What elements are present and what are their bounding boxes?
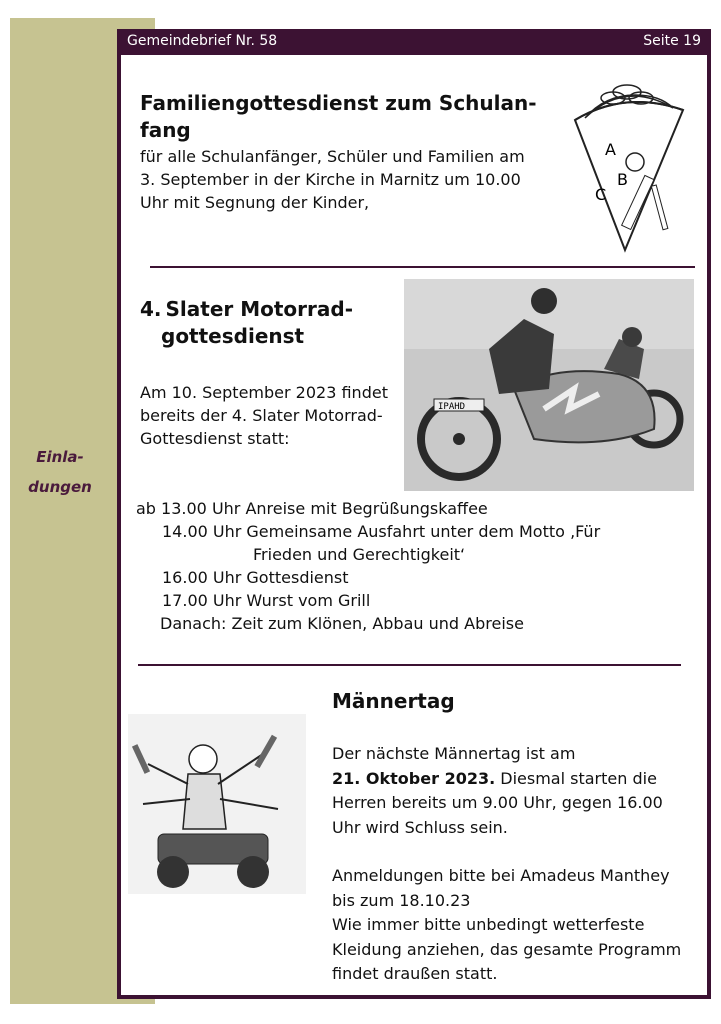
- section1-title-line1: Familiengottesdienst zum Schulan-: [140, 91, 537, 115]
- license-plate: IPAHD: [438, 402, 466, 412]
- section1-body-line: Uhr mit Segnung der Kinder,: [140, 193, 370, 212]
- section1-body: [140, 145, 525, 214]
- handyman-cartoon-illustration: [128, 714, 306, 894]
- section1-title-line2: fang: [140, 118, 191, 142]
- schedule-item: 14.00 Uhr Gemeinsame Ausfahrt unter dem Motto ‚Für: [162, 522, 601, 541]
- section3-line: Diesmal starten die: [495, 768, 657, 788]
- section3-line: Uhr wird Schluss sein.: [332, 817, 508, 837]
- section1-body-line: 3. September in der Kirche in Marnitz um 10.00: [140, 170, 521, 189]
- rider-helmet: [531, 288, 557, 314]
- schedule-item: 17.00 Uhr Wurst vom Grill: [162, 591, 371, 610]
- section2-intro: [140, 381, 388, 450]
- cone-letter-a: A: [605, 140, 616, 159]
- cone-letter-c: C: [595, 185, 607, 204]
- passenger-helmet: [622, 327, 642, 347]
- section2-intro-line: bereits der 4. Slater Motorrad-: [140, 406, 383, 425]
- school-cone-illustration: [565, 70, 695, 260]
- section2-title-line1: Slater Motorrad-: [165, 297, 354, 321]
- schedule-item: ab 13.00 Uhr Anreise mit Begrüßungskaffee: [136, 499, 488, 518]
- cone-letter-b: B: [617, 170, 628, 189]
- section3-line: Wie immer bitte unbedingt wetterfeste: [332, 915, 645, 934]
- divider-2: [138, 664, 681, 666]
- section3-line: Kleidung anziehen, das gesamte Programm: [332, 939, 682, 959]
- issue-number: Gemeindebrief Nr. 58: [127, 33, 278, 49]
- schedule-item: Frieden und Gerechtigkeit‘: [253, 545, 466, 564]
- section2-intro-line: Gottesdienst statt:: [140, 429, 290, 448]
- divider-1: [150, 266, 695, 268]
- sidebar-label-line1: Einla-: [36, 448, 84, 466]
- section3-line: Der nächste Männertag ist am: [332, 744, 576, 763]
- section3-body: [332, 742, 681, 987]
- schedule-list: [136, 497, 600, 635]
- section2-title: [140, 296, 353, 350]
- section3-line: bis zum 18.10.23: [332, 890, 471, 910]
- schedule-item: Danach: Zeit zum Klönen, Abbau und Abreise: [160, 614, 524, 633]
- pencil-icon: [651, 185, 667, 230]
- section3-line: findet draußen statt.: [332, 964, 498, 983]
- section3-line: Anmeldungen bitte bei Amadeus Manthey: [332, 866, 670, 885]
- section1-body-line: für alle Schulanfänger, Schüler und Familien am: [140, 147, 525, 166]
- maennertag-date: 21. Oktober 2023.: [332, 768, 496, 788]
- section3-line: Herren bereits um 9.00 Uhr, gegen 16.00: [332, 793, 663, 812]
- page-header: [117, 29, 711, 55]
- sidebar-label: [18, 442, 102, 502]
- motorcycle-sidecar-photo: [404, 279, 694, 491]
- schedule-item: 16.00 Uhr Gottesdienst: [162, 568, 349, 587]
- section3-title: Männertag: [332, 689, 455, 713]
- section2-intro-line: Am 10. September 2023 findet: [140, 383, 388, 402]
- page-number: Seite 19: [643, 33, 701, 49]
- section1-title: [140, 90, 537, 144]
- sidebar-label-line2: dungen: [28, 478, 92, 496]
- section2-title-line2: gottesdienst: [161, 324, 305, 348]
- section2-title-number: 4.: [140, 297, 162, 321]
